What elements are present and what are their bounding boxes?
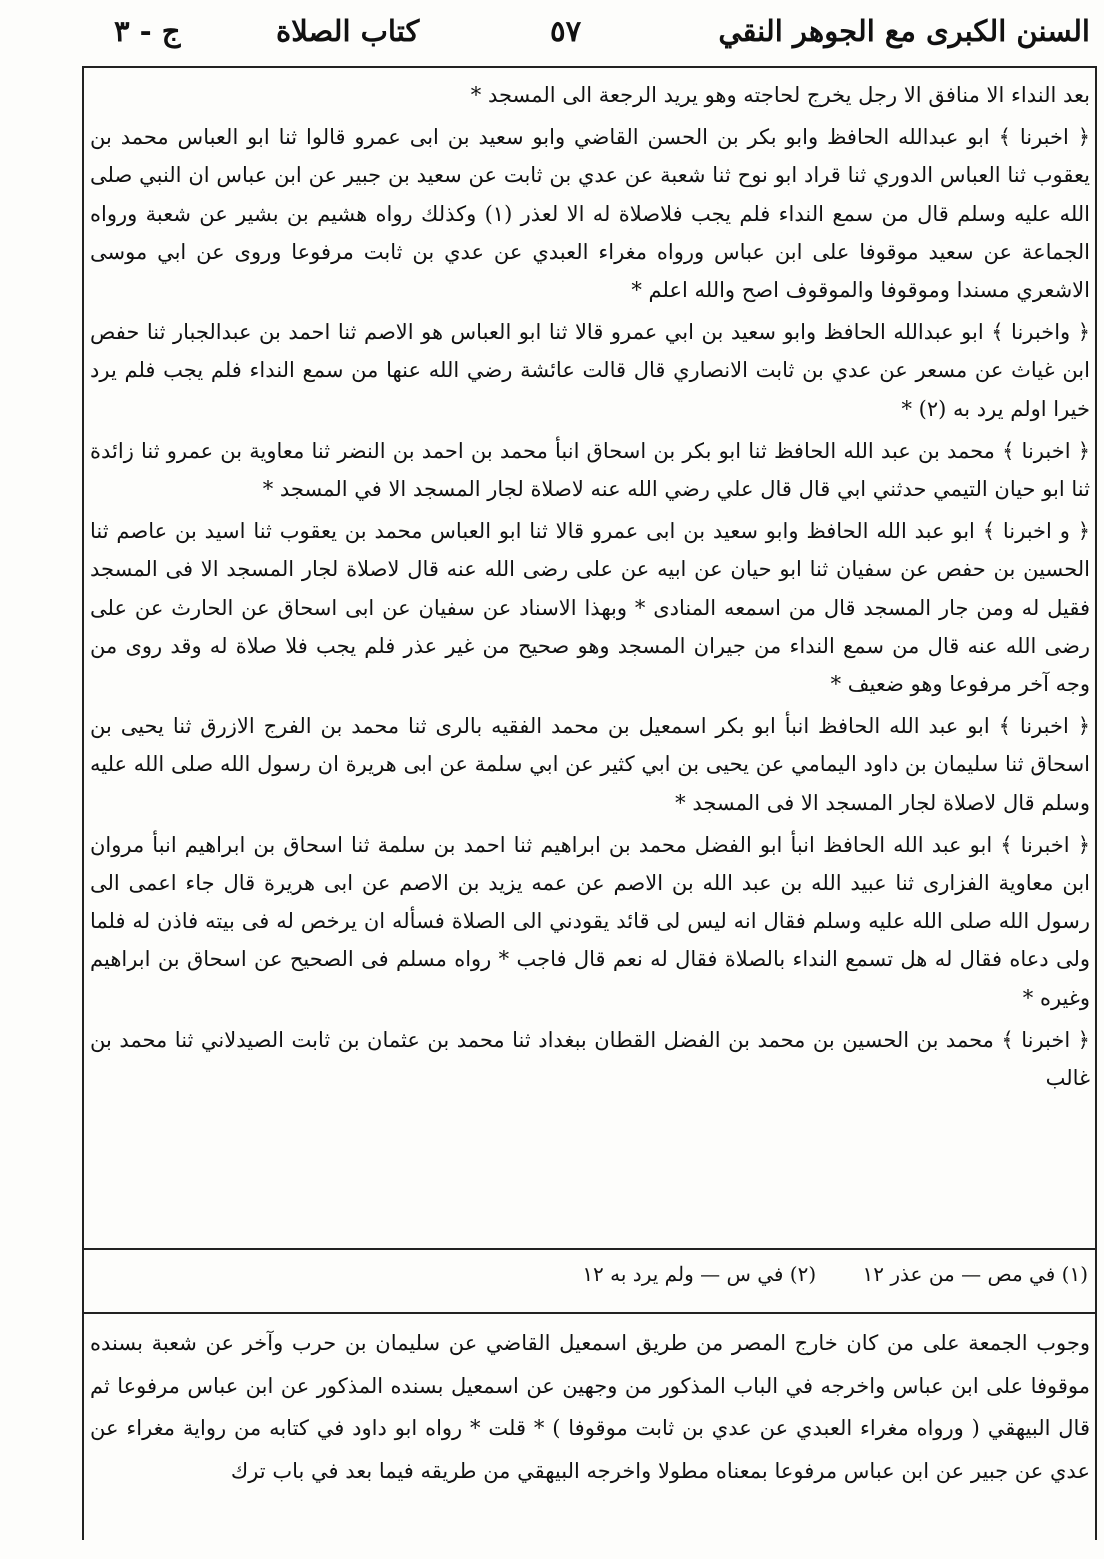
footnote-2: (٢) في س — ولم يرد به ١٢ <box>582 1262 817 1286</box>
commentary-text <box>90 1322 1090 1492</box>
footnote-rule <box>82 1248 1097 1250</box>
main-text <box>90 76 1090 1097</box>
chapter-title: كتاب الصلاة <box>276 14 420 48</box>
page-number: ٥٧ <box>550 14 582 48</box>
hadith-paragraph: ﴿ و اخبرنا ﴾ ابو عبد الله الحافظ وابو سعيد بن ابى عمرو قالا ثنا ابو العباس محمد بن يعقوب ثنا اسيد بن عاصم ثنا الحسين بن حفص عن سفيان ثنا ابو حيان عن ابيه عن على رضى الله عنه قال لاصلاة لجار المسجد الا فى المسجد فقيل له ومن جار المسجد قال من اسمعه المنادى * وبهذا الاسناد عن سفيان عن ابى اسحاق عن الحارث عن على رضى الله عنه قال من سمع النداء من جيران المسجد وهو صحيح من غير عذر فلم يجب فلا صلاة له وقد روى من وجه آخر مرفوعا وهو ضعيف * <box>90 519 1090 697</box>
hadith-paragraph: ﴿ اخبرنا ﴾ ابو عبدالله الحافظ وابو بكر بن الحسن القاضي وابو سعيد بن ابى عمرو قالوا ثنا ابو العباس محمد بن يعقوب ثنا العباس الدوري ثنا قراد ابو نوح ثنا شعبة عن عدي بن ثابت عن سعيد بن جبير عن ابن عباس ان النبي صلى الله عليه وسلم قال من سمع النداء فلم يجب فلاصلاة له الا لعذر (١) وكذلك رواه هشيم بن بشير عن شعبة ورواه الجماعة عن سعيد موقوفا على ابن عباس ورواه مغراء العبدي عن عدي بن ثابت مرفوعا وروى عن ابي موسى الاشعري مسندا وموقوفا والموقوف اصح والله اعلم * <box>90 125 1091 303</box>
footnotes <box>388 1262 1088 1286</box>
commentary-rule <box>82 1312 1097 1314</box>
hadith-paragraph: ﴿ اخبرنا ﴾ ابو عبد الله الحافظ انبأ ابو الفضل محمد بن ابراهيم ثنا احمد بن سلمة ثنا اسحاق بن ابراهيم انبأ مروان ابن معاوية الفزارى ثنا عبيد الله بن عبد الله بن الاصم عن عمه يزيد بن الاصم عن ابى هريرة قال جاء اعمى الى رسول الله صلى الله عليه وسلم فقال انه ليس لى قائد يقودني الى الصلاة فسأله ان يرخص له فى بيته فاذن له فلما ولى دعاه فقال له هل تسمع النداء بالصلاة فقال له نعم قال فاجب * رواه مسلم فى الصحيح عن اسحاق بن ابراهيم وغيره * <box>90 832 1090 1010</box>
hadith-paragraph: ﴿ اخبرنا ﴾ ابو عبد الله الحافظ انبأ ابو بكر اسمعيل بن محمد الفقيه بالرى ثنا محمد بن الفرج الازرق ثنا يحيى بن اسحاق ثنا سليمان بن داود اليمامي عن يحيى بن ابي كثير عن ابي سلمة عن ابى هريرة ان رسول الله صلى الله عليه وسلم قال لاصلاة لجار المسجد الا فى المسجد * <box>90 714 1090 815</box>
commentary-paragraph: وجوب الجمعة على من كان خارج المصر من طريق اسمعيل القاضي عن سليمان بن حرب وآخر عن شعبة بسنده موقوفا على ابن عباس واخرجه في الباب المذكور من وجهين عن اسمعيل بسنده المذكور عن ابن عباس مرفوعا ثم قال البيهقي ( ورواه مغراء العبدي عن عدي بن ثابت موقوفا ) * قلت * رواه ابو داود في كتابه من رواية مغراء عن عدي عن جبير عن ابن عباس مرفوعا بمعناه مطولا واخرجه البيهقي من طريقه فيما بعد في باب ترك <box>90 1331 1090 1483</box>
volume-label: ج - ٣ <box>114 14 181 48</box>
footnote-1: (١) في مص — من عذر ١٢ <box>862 1262 1088 1286</box>
hadith-paragraph: ﴿ واخبرنا ﴾ ابو عبدالله الحافظ وابو سعيد بن ابي عمرو قالا ثنا ابو العباس هو الاصم ثنا احمد بن عبدالجبار ثنا حفص ابن غياث عن مسعر عن عدي بن ثابت الانصاري قال قالت عائشة رضي الله عنها من سمع النداء فلم يجب فلم يرد خيرا اولم يرد به (٢) * <box>90 320 1090 421</box>
page-header <box>40 6 1090 62</box>
hadith-paragraph: بعد النداء الا منافق الا رجل يخرج لحاجته وهو يريد الرجعة الى المسجد * <box>470 83 1090 107</box>
hadith-paragraph: ﴿ اخبرنا ﴾ محمد بن الحسين بن محمد بن الفضل القطان ببغداد ثنا محمد بن عثمان بن ثابت الصيدلاني ثنا محمد بن غالب <box>90 1027 1090 1091</box>
book-title: السنن الكبرى مع الجوهر النقي <box>718 14 1090 48</box>
hadith-paragraph: ﴿ اخبرنا ﴾ محمد بن عبد الله الحافظ ثنا ابو بكر بن اسحاق انبأ محمد بن احمد بن النضر ثنا معاوية بن عمرو ثنا زائدة ثنا ابو حيان التيمي حدثني ابي قال قال علي رضي الله عنه لاصلاة لجار المسجد الا في المسجد * <box>90 438 1090 502</box>
